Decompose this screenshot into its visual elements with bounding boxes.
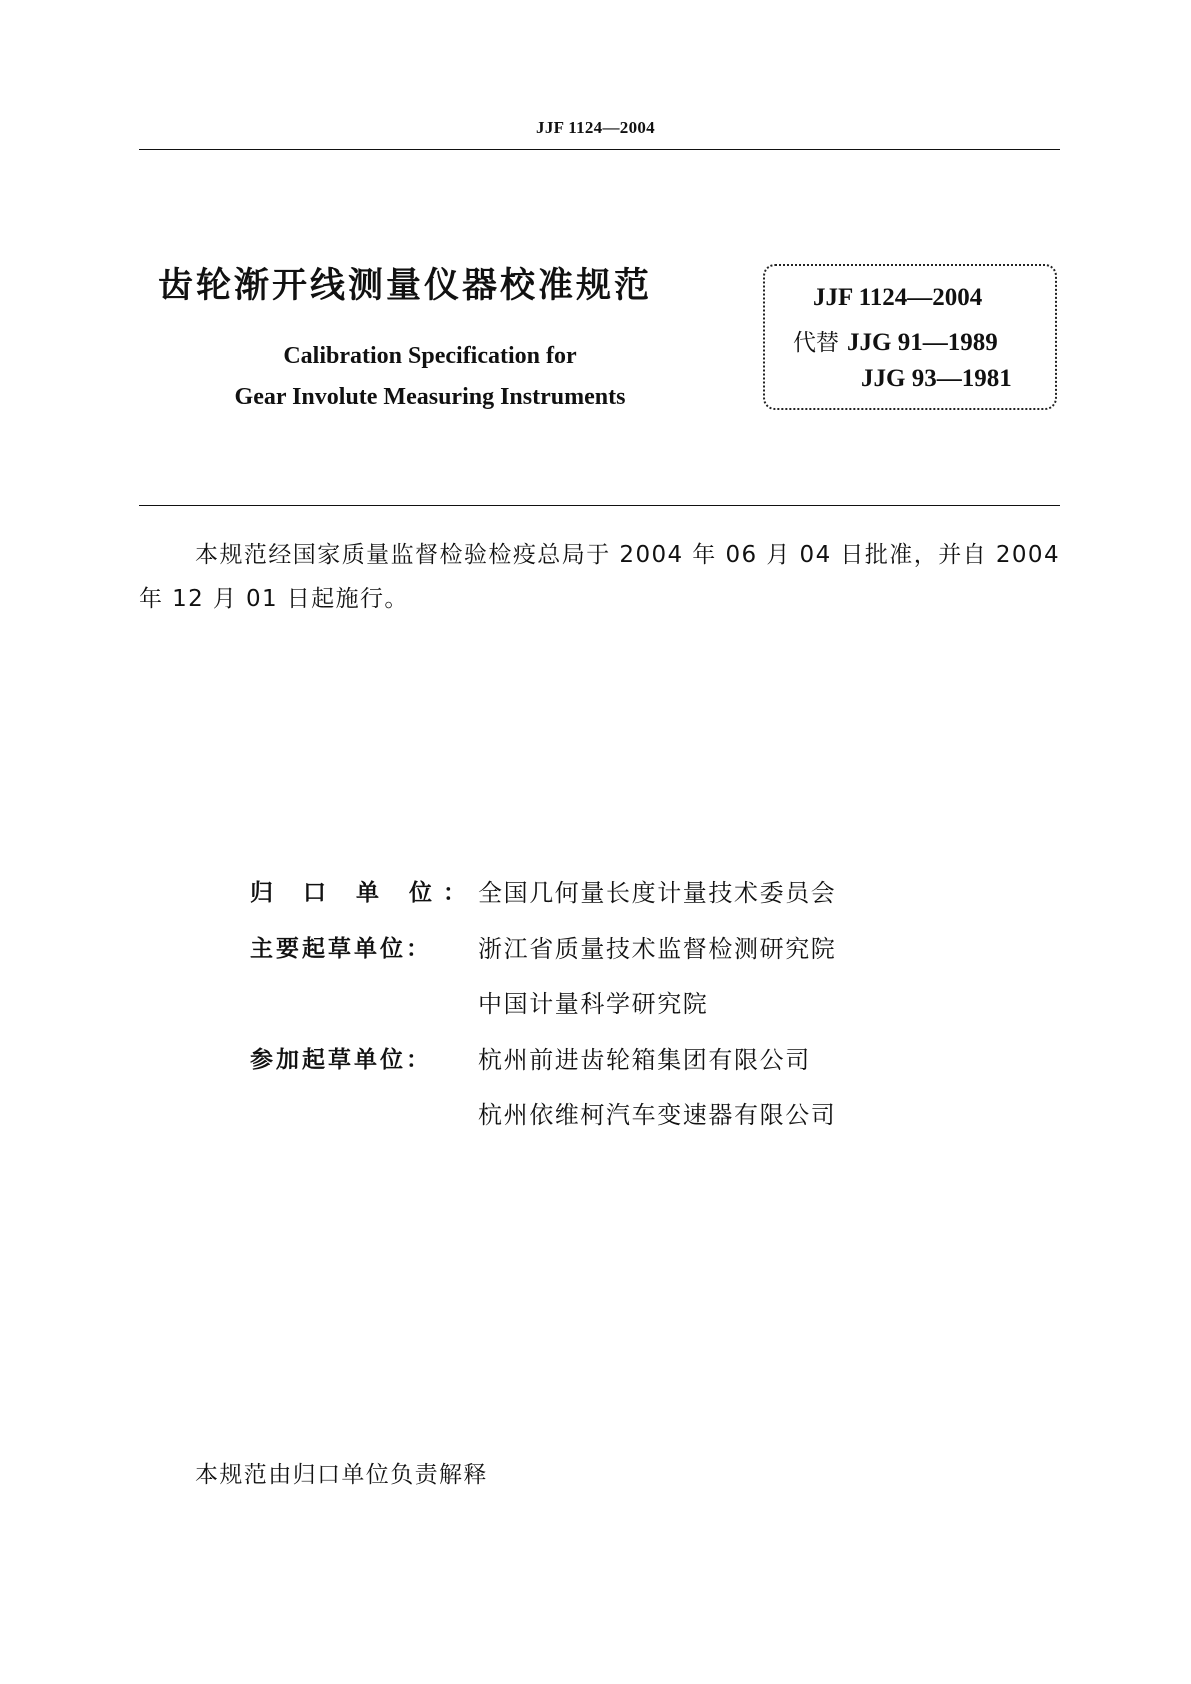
title-english-line1: Calibration Specification for bbox=[283, 343, 577, 369]
standard-code-box bbox=[763, 264, 1057, 410]
responsible-unit-value: 全国几何量长度计量技术委员会 bbox=[478, 879, 837, 907]
header-standard-code: JJF 1124—2004 bbox=[536, 118, 655, 137]
main-drafter-1: 浙江省质量技术监督检测研究院 bbox=[478, 935, 837, 963]
main-drafters-label: 主要起草单位： bbox=[250, 936, 432, 962]
header-divider bbox=[139, 149, 1060, 150]
participating-drafter-2: 杭州依维柯汽车变速器有限公司 bbox=[478, 1101, 837, 1129]
replaced-standard-2: JJG 93—1981 bbox=[861, 365, 1012, 392]
replaced-standard-1: JJG 91—1989 bbox=[847, 329, 998, 356]
title-divider bbox=[139, 505, 1060, 506]
main-drafter-2: 中国计量科学研究院 bbox=[478, 990, 709, 1018]
participating-drafters-label: 参加起草单位： bbox=[250, 1047, 432, 1073]
replaces-label: 代替 bbox=[793, 330, 839, 356]
responsible-unit-label: 归 口 单 位： bbox=[250, 880, 478, 906]
standard-number: JJF 1124—2004 bbox=[813, 284, 983, 311]
title-chinese: 齿轮渐开线测量仪器校准规范 bbox=[158, 266, 653, 306]
replaces-line-1 bbox=[793, 324, 998, 357]
interpretation-note: 本规范由归口单位负责解释 bbox=[195, 1462, 488, 1488]
title-english-line2: Gear Involute Measuring Instruments bbox=[234, 384, 626, 410]
participating-drafter-1: 杭州前进齿轮箱集团有限公司 bbox=[478, 1046, 811, 1074]
approval-paragraph: 本规范经国家质量监督检验检疫总局于 2004 年 06 月 04 日批准，并自 2004 年 12 月 01 日起施行。 bbox=[139, 542, 1060, 612]
